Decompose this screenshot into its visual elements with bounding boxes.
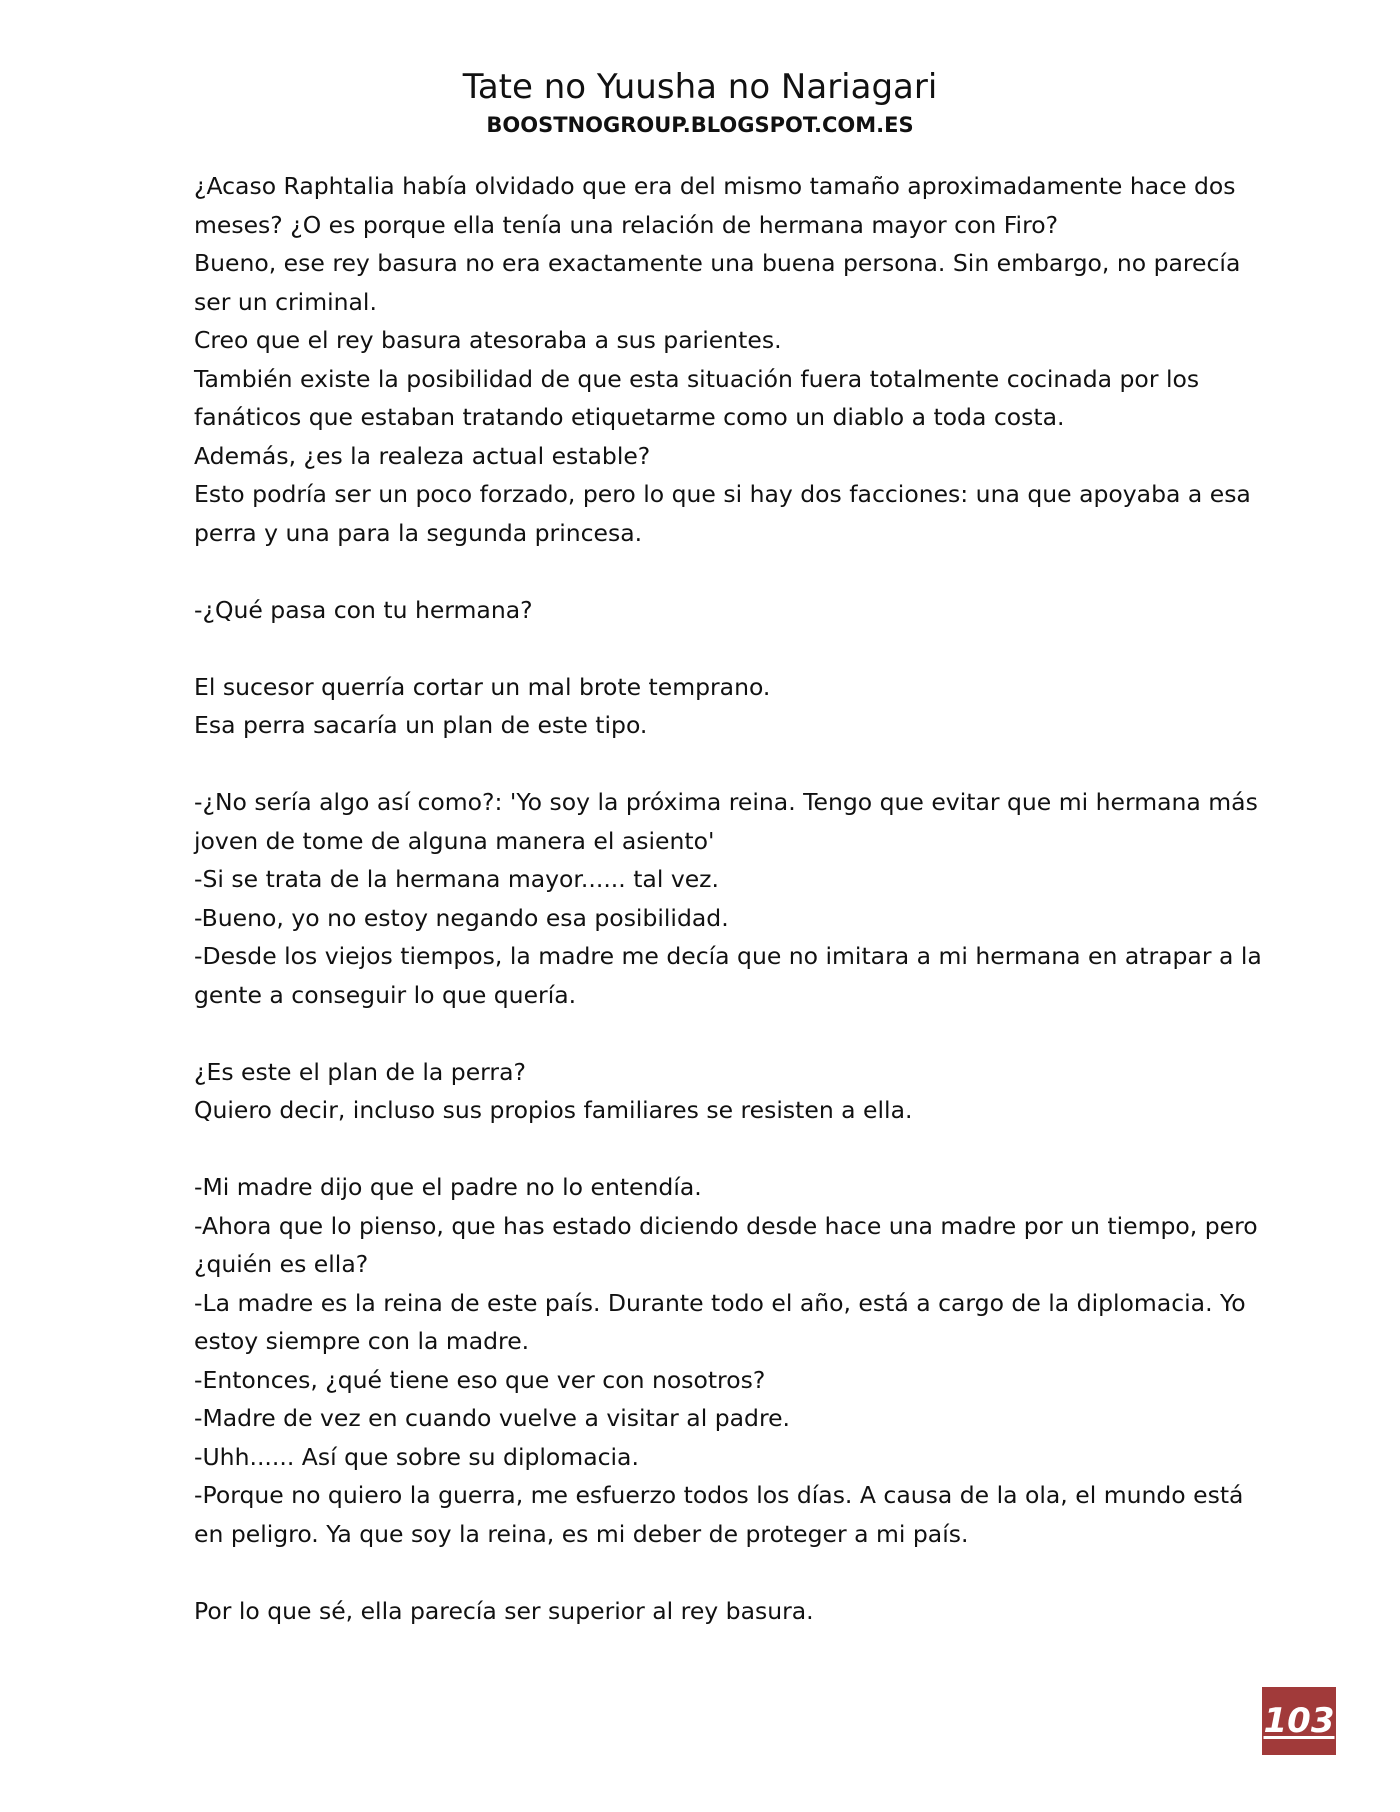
text-line: ¿Acaso Raphtalia había olvidado que era del mismo tamaño aproximadamente hace dos bbox=[194, 172, 1236, 200]
text-line: -¿No sería algo así como?: 'Yo soy la próxima reina. Tengo que evitar que mi hermana más bbox=[194, 788, 1258, 816]
text-line: -Madre de vez en cuando vuelve a visitar al padre. bbox=[194, 1404, 791, 1432]
text-line: Además, ¿es la realeza actual estable? bbox=[194, 441, 651, 470]
text-line: El sucesor querría cortar un mal brote temprano. bbox=[194, 672, 771, 701]
blank-line bbox=[194, 1014, 1224, 1053]
text-line: perra y una para la segunda princesa. bbox=[194, 518, 643, 547]
text-line: meses? ¿O es porque ella tenía una relación de hermana mayor con Firo? bbox=[194, 210, 1059, 239]
text-line: fanáticos que estaban tratando etiquetarme como un diablo a toda costa. bbox=[194, 403, 1065, 431]
page-number-badge bbox=[1262, 1687, 1336, 1755]
text-line: -Porque no quiero la guerra, me esfuerzo todos los días. A causa de la ola, el mundo está bbox=[194, 1481, 1244, 1509]
text-line: Creo que el rey basura atesoraba a sus parientes. bbox=[194, 326, 782, 354]
text-line: Esto podría ser un poco forzado, pero lo que si hay dos facciones: una que apoyaba a esa bbox=[194, 480, 1251, 508]
text-line: estoy siempre con la madre. bbox=[194, 1327, 530, 1355]
text-line: -Mi madre dijo que el padre no lo entendía. bbox=[194, 1173, 702, 1201]
text-line: -Bueno, yo no estoy negando esa posibilidad. bbox=[194, 903, 729, 932]
text-line: -¿Qué pasa con tu hermana? bbox=[194, 595, 533, 624]
text-line: gente a conseguir lo que quería. bbox=[194, 980, 577, 1009]
blank-line bbox=[194, 1553, 1224, 1592]
text-line: -Si se trata de la hermana mayor...... tal vez. bbox=[194, 865, 719, 893]
text-line: Quiero decir, incluso sus propios familiares se resisten a ella. bbox=[194, 1096, 913, 1124]
text-line: ¿quién es ella? bbox=[194, 1250, 369, 1278]
text-line: Esa perra sacaría un plan de este tipo. bbox=[194, 711, 648, 739]
text-line: ser un criminal. bbox=[194, 287, 377, 316]
text-line: También existe la posibilidad de que esta situación fuera totalmente cocinada por los bbox=[194, 364, 1200, 393]
blank-line bbox=[194, 745, 1224, 784]
text-line: -La madre es la reina de este país. Durante todo el año, está a cargo de la diplomacia. Yo bbox=[194, 1288, 1246, 1317]
text-line: joven de tome de alguna manera el asiento' bbox=[194, 826, 715, 855]
text-line: -Entonces, ¿qué tiene eso que ver con nosotros? bbox=[194, 1365, 766, 1394]
document-title: Tate no Yuusha no Nariagari bbox=[462, 67, 938, 107]
text-line: -Ahora que lo pienso, que has estado diciendo desde hace una madre por un tiempo, pero bbox=[194, 1211, 1258, 1240]
text-line: Por lo que sé, ella parecía ser superior al rey basura. bbox=[194, 1596, 814, 1625]
text-line: Bueno, ese rey basura no era exactamente una buena persona. Sin embargo, no parecía bbox=[194, 249, 1241, 277]
body-text bbox=[194, 167, 1262, 1630]
blank-line bbox=[194, 1130, 1224, 1169]
page-number: 103 bbox=[1263, 1701, 1335, 1741]
text-line: -Desde los viejos tiempos, la madre me decía que no imitara a mi hermana en atrapar a la bbox=[194, 942, 1262, 970]
text-line: en peligro. Ya que soy la reina, es mi deber de proteger a mi país. bbox=[194, 1519, 969, 1548]
text-line: ¿Es este el plan de la perra? bbox=[194, 1057, 526, 1086]
source-website: BOOSTNOGROUP.BLOGSPOT.COM.ES bbox=[486, 113, 914, 137]
text-line: -Uhh...... Así que sobre su diplomacia. bbox=[194, 1442, 639, 1471]
blank-line bbox=[194, 552, 1224, 591]
page-header bbox=[0, 64, 1400, 140]
blank-line bbox=[194, 629, 1224, 668]
